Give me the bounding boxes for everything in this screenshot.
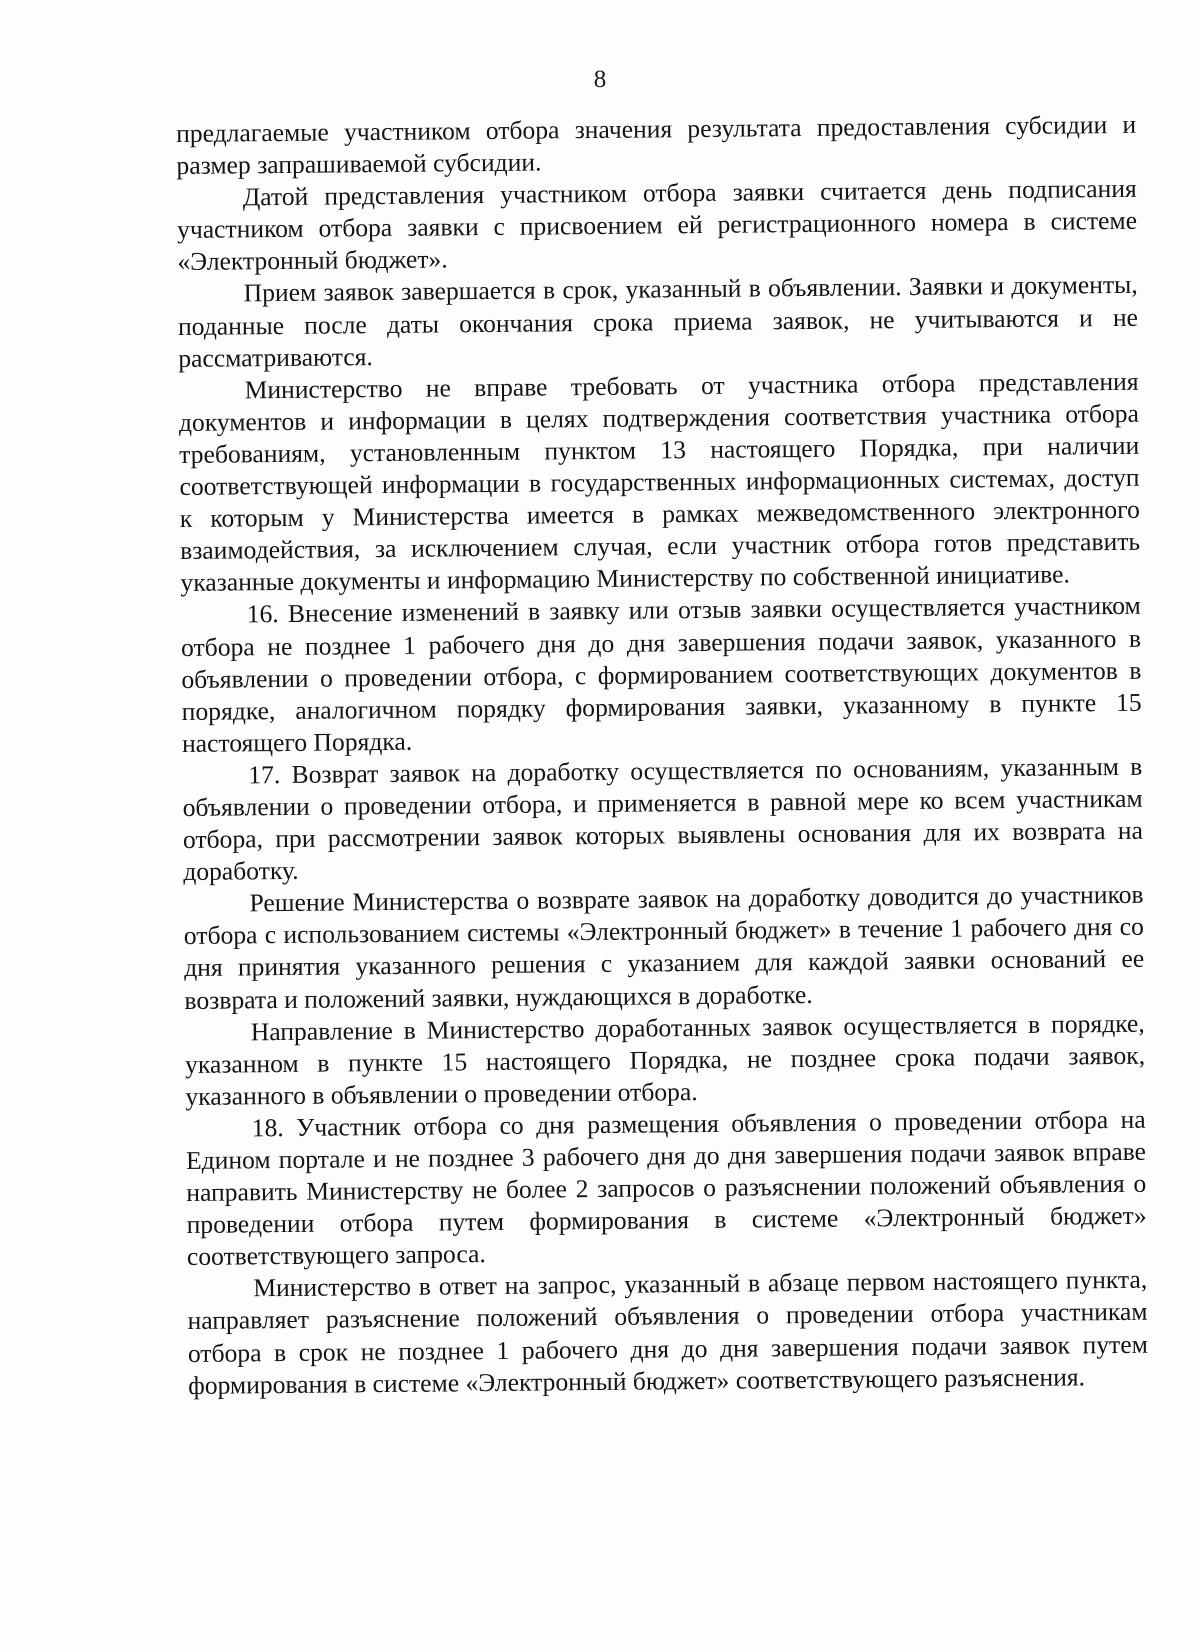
paragraph-return-decision: Решение Министерства о возврате заявок на доработку доводится до участников отбора с использованием системы «Электронный бюджет» в течение 1 рабочего дня со дня принятия указанного решения с указанием для каждой заявки оснований ее возврата и положений заявки, нуждающихся в доработке. (183, 879, 1145, 1015)
page-number: 8 (593, 66, 607, 93)
paragraph-continuation: предлагаемые участником отбора значения результата предоставления субсидии и размер запрашиваемой субсидии. (176, 109, 1137, 181)
document-body (176, 109, 1148, 1402)
paragraph-submission-date: Датой представления участником отбора заявки считается день подписания участником отбора заявки с присвоением ей регистрационного номера в системе «Электронный бюджет». (176, 173, 1138, 277)
paragraph-acceptance-end: Прием заявок завершается в срок, указанный в объявлении. Заявки и документы, поданные после даты окончания срока приема заявок, не учитываются и не рассматриваются. (177, 270, 1139, 373)
paragraph-clarification-response: Министерство в ответ на запрос, указанный в абзаце первом настоящего пункта, направляет разъяснение положений объявления о проведении отбора участникам отбора в срок не позднее 1 рабочего дня до дня завершения подачи заявок путем формирования в системе «Электронный бюджет» соответствующего разъяснения. (187, 1265, 1148, 1400)
paragraph-item-18: 18. Участник отбора со дня размещения объявления о проведении отбора на Едином портале и не позднее 3 рабочего дня до дня завершения подачи заявок вправе направить Министерству не более 2 запросов о разъяснении положений объявления о проведении отбора путем формирования в системе «Электронный бюджет» соответствующего запроса. (185, 1104, 1147, 1272)
paragraph-resubmission: Направление в Министерство доработанных заявок осуществляется в порядке, указанном в пункте 15 настоящего Порядка, не позднее срока подачи заявок, указанного в объявлении о проведении отбора. (184, 1008, 1146, 1111)
paragraph-ministry-restrictions: Министерство не вправе требовать от участника отбора представления документов и информации в целях подтверждения соответствия участника отбора требованиям, установленным пунктом 13 настоящего Порядка, при наличии соответствующей информации в государственных информационных системах, доступ к которым у Министерства имеется в рамках межведомственного электронного взаимодействия, за исключением случая, если участник отбора готов представить указанные документы и информацию Министерству по собственной инициативе. (178, 366, 1141, 598)
paragraph-item-16: 16. Внесение изменений в заявку или отзыв заявки осуществляется участником отбора не позднее 1 рабочего дня до дня завершения подачи заявок, указанного в объявлении о проведении отбора, с формированием соответствующих документов в порядке, аналогичном порядку формирования заявки, указанному в пункте 15 настоящего Порядка. (180, 591, 1142, 758)
paragraph-item-17: 17. Возврат заявок на доработку осуществляется по основаниям, указанным в объявлении о проведении отбора, и применяется в равной мере ко всем участникам отбора, при рассмотрении заявок которых выявлены основания для их возврата на доработку. (182, 751, 1144, 887)
